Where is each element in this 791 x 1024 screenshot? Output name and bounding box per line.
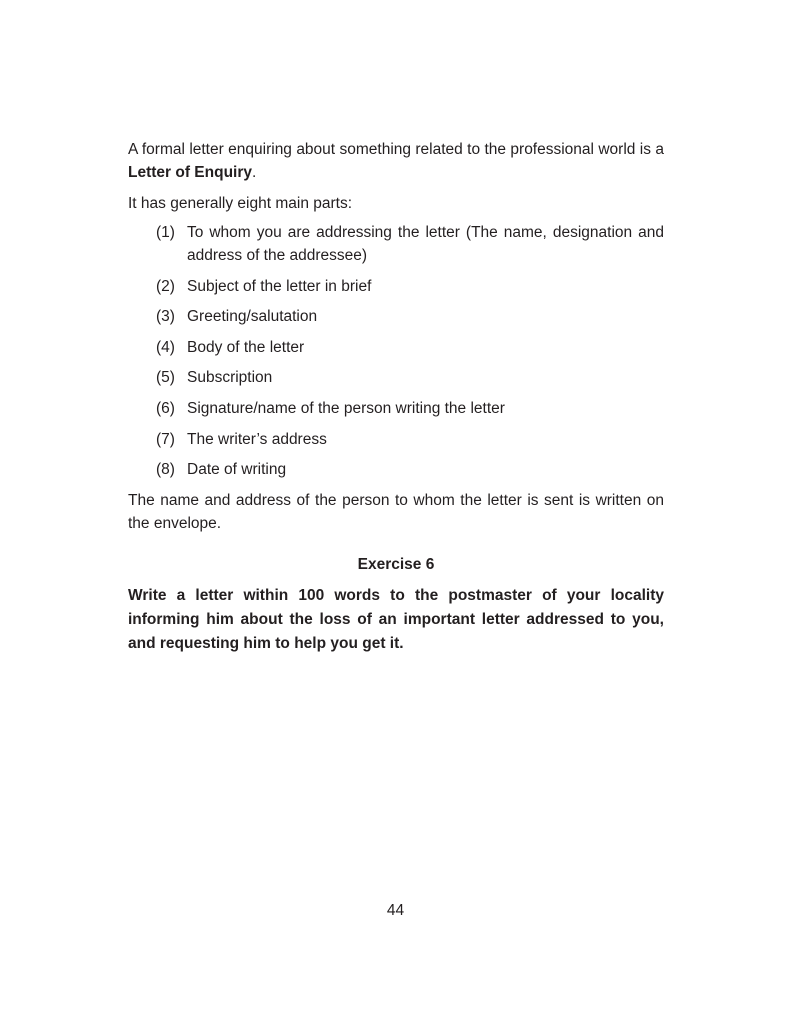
list-item-text: To whom you are addressing the letter (The name, designation and address of the addressee) (187, 224, 664, 264)
list-item-number: (6) (156, 399, 175, 417)
list-item (156, 305, 664, 328)
list-item-number: (5) (156, 369, 175, 387)
list-item-number: (1) (156, 224, 175, 241)
list-item-text: Body of the letter (187, 338, 305, 356)
intro-text-before: A formal letter enquiring about something related to the professional world is a (128, 141, 664, 158)
parts-list (128, 221, 664, 481)
list-item-text: Subscription (187, 369, 273, 387)
parts-intro: It has generally eight main parts: (128, 195, 353, 212)
page-number: 44 (386, 902, 405, 919)
list-item (156, 458, 664, 481)
list-item (156, 397, 664, 420)
list-item-text: Greeting/salutation (187, 308, 318, 326)
exercise-title: Exercise 6 (357, 555, 435, 573)
list-item-text: Date of writing (187, 461, 287, 479)
list-item-number: (4) (156, 338, 175, 356)
list-item (156, 366, 664, 389)
list-item-text: The writer’s address (187, 430, 327, 448)
list-item (156, 428, 664, 451)
page-content (128, 138, 664, 656)
list-item-number: (8) (156, 461, 175, 479)
intro-text-after: . (252, 164, 257, 181)
list-item (156, 336, 664, 359)
intro-paragraph (128, 138, 664, 184)
list-item-number: (2) (156, 277, 175, 295)
letter-of-enquiry-term: Letter of Enquiry (128, 164, 253, 181)
list-item-number: (7) (156, 430, 175, 448)
list-item-text: Subject of the letter in brief (187, 277, 372, 295)
list-item-text: Signature/name of the person writing the letter (187, 399, 505, 417)
envelope-note: The name and address of the person to whom the letter is sent is written on the envelope. (128, 491, 664, 532)
exercise-text: Write a letter within 100 words to the postmaster of your locality informing him about the loss of an important letter addressed to you, and requesting him to help you get it. (128, 586, 664, 652)
list-item (156, 221, 664, 267)
list-item (156, 275, 664, 298)
list-item-number: (3) (156, 308, 175, 326)
